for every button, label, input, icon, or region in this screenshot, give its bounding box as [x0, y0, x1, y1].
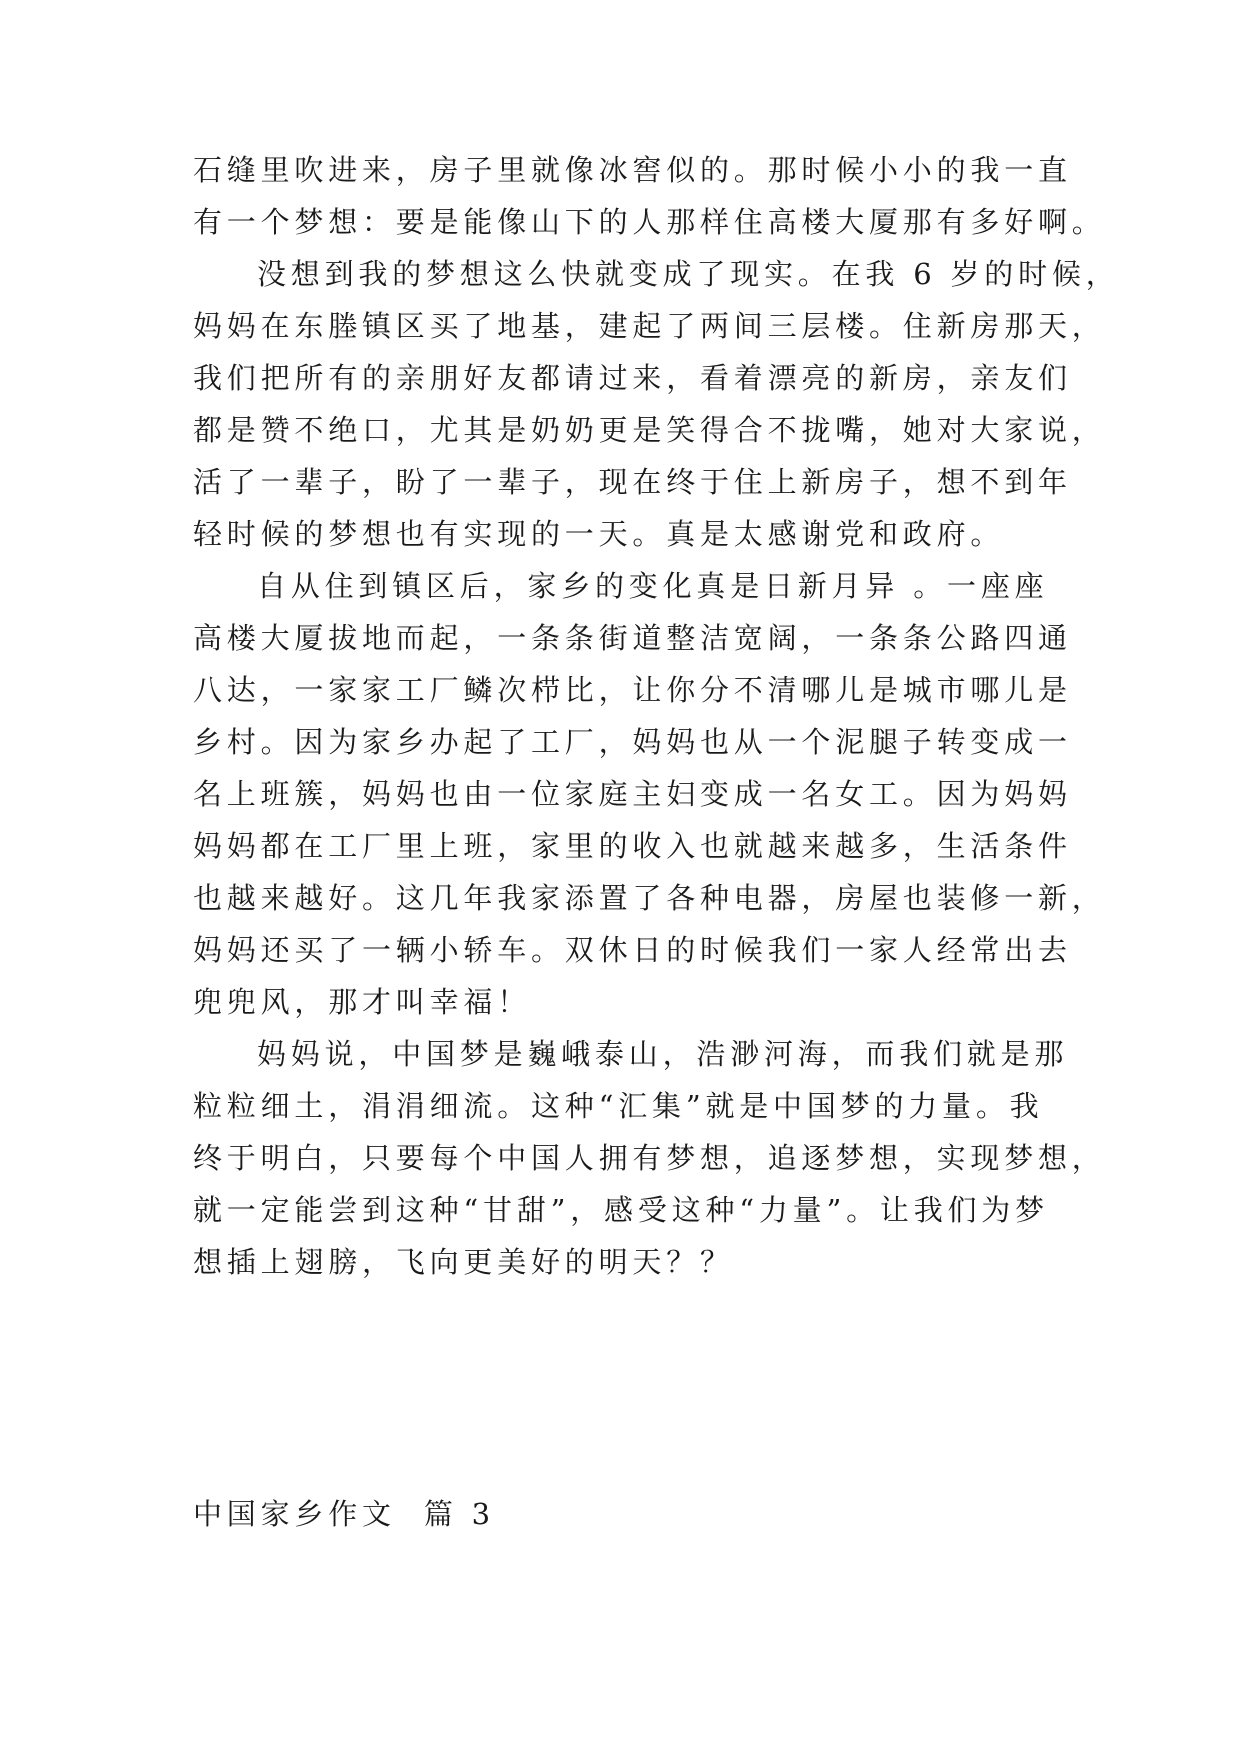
text-line: 石缝里吹进来，房子里就像冰窖似的。那时候小小的我一直: [193, 153, 1072, 187]
text-line: 轻时候的梦想也有实现的一天。真是太感谢党和政府。: [193, 517, 1005, 551]
text-line: 也越来越好。这几年我家添置了各种电器，房屋也装修一新，: [193, 881, 1106, 915]
section-heading: 中国家乡作文 篇 3: [193, 1497, 495, 1531]
text-line: 都是赞不绝口，尤其是奶奶更是笑得合不拢嘴，她对大家说，: [193, 413, 1106, 447]
text-line: 终于明白，只要每个中国人拥有梦想，追逐梦想，实现梦想，: [193, 1141, 1106, 1175]
text-line: 八达，一家家工厂鳞次栉比，让你分不清哪儿是城市哪儿是: [193, 673, 1072, 707]
text-line: 乡村。因为家乡办起了工厂，妈妈也从一个泥腿子转变成一: [193, 725, 1072, 759]
text-line: 名上班簇，妈妈也由一位家庭主妇变成一名女工。因为妈妈: [193, 777, 1072, 811]
text-line: 就一定能尝到这种“甘甜”，感受这种“力量”。让我们为梦: [193, 1193, 1049, 1227]
text-line: 妈妈还买了一辆小轿车。双休日的时候我们一家人经常出去: [193, 933, 1072, 967]
text-line: 活了一辈子，盼了一辈子，现在终于住上新房子，想不到年: [193, 465, 1072, 499]
text-line: 粒粒细土，涓涓细流。这种“汇集”就是中国梦的力量。我: [193, 1089, 1044, 1123]
text-line: 没想到我的梦想这么快就变成了现实。在我 6 岁的时候，: [257, 257, 1120, 291]
text-line: 高楼大厦拔地而起，一条条街道整洁宽阔，一条条公路四通: [193, 621, 1072, 655]
text-line: 妈妈都在工厂里上班，家里的收入也就越来越多，生活条件: [193, 829, 1072, 863]
text-line: 妈妈说，中国梦是巍峨泰山，浩渺河海，而我们就是那: [257, 1037, 1069, 1071]
text-line: 自从住到镇区后，家乡的变化真是日新月异 。一座座: [257, 569, 1049, 603]
text-line: 有一个梦想：要是能像山下的人那样住高楼大厦那有多好啊。: [193, 205, 1106, 239]
text-line: 兜兜风，那才叫幸福！: [193, 985, 532, 1019]
text-line: 妈妈在东塍镇区买了地基，建起了两间三层楼。住新房那天，: [193, 309, 1106, 343]
text-line: 我们把所有的亲朋好友都请过来，看着漂亮的新房，亲友们: [193, 361, 1072, 395]
text-line: 想插上翅膀，飞向更美好的明天？？: [193, 1245, 734, 1279]
